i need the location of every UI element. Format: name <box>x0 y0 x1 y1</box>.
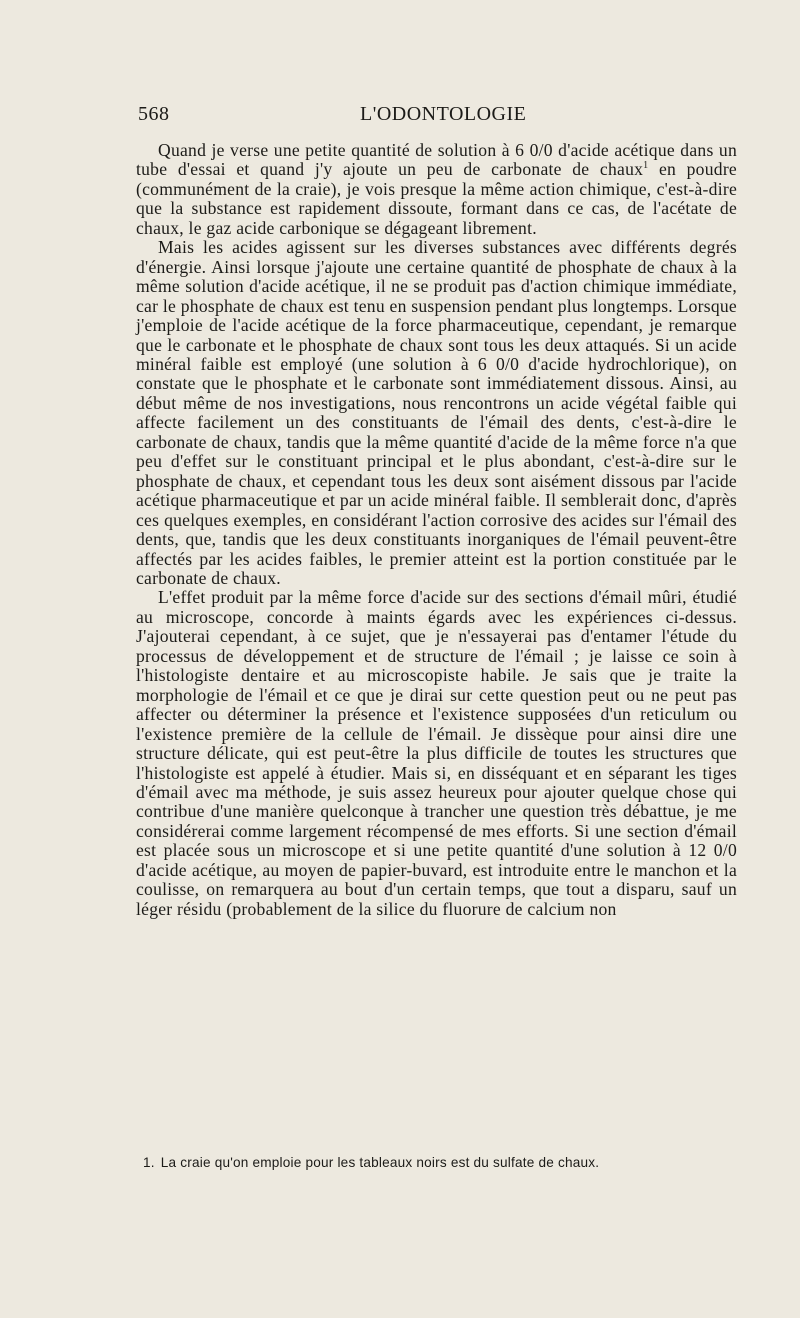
footnote-text: La craie qu'on emploie pour les tableaux noirs est du sulfate de chaux. <box>160 1155 600 1170</box>
running-title: L'ODONTOLOGIE <box>360 103 527 125</box>
page-header <box>138 103 738 131</box>
page-number: 568 <box>138 103 170 125</box>
footnote <box>143 1155 743 1170</box>
paragraph-1-text-b: en poudre (communément de la craie), je vois presque la même action chimique, c'est-à-dire que la substance est rapidement dissoute, formant dans ce cas, de l'acétate de chaux, le gaz acide carbonique se dégageant librement. <box>136 159 737 238</box>
footnote-reference[interactable]: 1 <box>643 160 649 172</box>
paragraph-1 <box>136 141 737 238</box>
paragraph-3: L'effet produit par la même force d'acide sur des sections d'émail mûri, étudié au microscope, concorde à maints égards avec les expériences ci-dessus. J'ajouterai cependant, à ce sujet, que je n'essayerai pas d'entamer l'étude du processus de développement et de structure de l'émail ; je laisse ce soin à l'histologiste dentaire et au microscopiste habile. Je sais que je traite la morphologie de l'émail et ce que je dirai sur cette question peut ou ne peut pas affecter ou déterminer la présence et l'existence supposées d'un reticulum ou l'existence première de la cellule de l'émail. Je dissèque pour ainsi dire une structure délicate, qui est peut-être la plus difficile de toutes les structures que l'histologiste est appelé à étudier. Mais si, en disséquant et en séparant les tiges d'émail avec ma méthode, je suis assez heureux pour ajouter quelque chose qui contribue d'une manière quelconque à trancher une question très débattue, je me considérerai comme largement récompensé de mes efforts. Si une section d'émail est placée sous un microscope et si une petite quantité d'une solution à 12 0/0 d'acide acétique, au moyen de papier-buvard, est introduite entre le manchon et la coulisse, on remarquera au bout d'un certain temps, que tout a disparu, sauf un léger résidu (probablement de la silice du fluorure de calcium non <box>136 587 737 919</box>
footnote-number: 1. <box>143 1155 155 1170</box>
paragraph-1-text-a: Quand je verse une petite quantité de solution à 6 0/0 d'acide acétique dans un tube d'essai et quand j'y ajoute un peu de carbonate de chaux <box>136 140 737 180</box>
body-text <box>136 141 737 919</box>
paragraph-2: Mais les acides agissent sur les diverses substances avec différents degrés d'énergie. Ainsi lorsque j'ajoute une certaine quantité de phosphate de chaux à la même solution d'acide acétique, il ne se produit pas d'action chimique immédiate, car le phosphate de chaux est tenu en suspension pendant plus longtemps. Lorsque j'emploie de l'acide acétique de la force pharmaceutique, cependant, je remarque que le carbonate et le phosphate de chaux sont tous les deux attaqués. Si un acide minéral faible est employé (une solution à 6 0/0 d'acide hydrochlorique), on constate que le phosphate et le carbonate sont immédiatement dissous. Ainsi, au début même de nos investigations, nous rencontrons un acide végétal faible qui affecte facilement un des constituants de l'émail des dents, c'est-à-dire le carbonate de chaux, tandis que la même quantité d'acide de la même force n'a que peu d'effet sur le constituant principal et le plus abondant, c'est-à-dire sur le phosphate de chaux, et cependant tous les deux sont aisément dissous par l'acide acétique pharmaceutique et par un acide minéral faible. Il semblerait donc, d'après ces quelques exemples, en considérant l'action corrosive des acides sur l'émail des dents, que, tandis que les deux constituants inorganiques de l'émail peuvent-être affectés par les acides faibles, le premier atteint est la portion constituée par le carbonate de chaux. <box>136 237 737 588</box>
